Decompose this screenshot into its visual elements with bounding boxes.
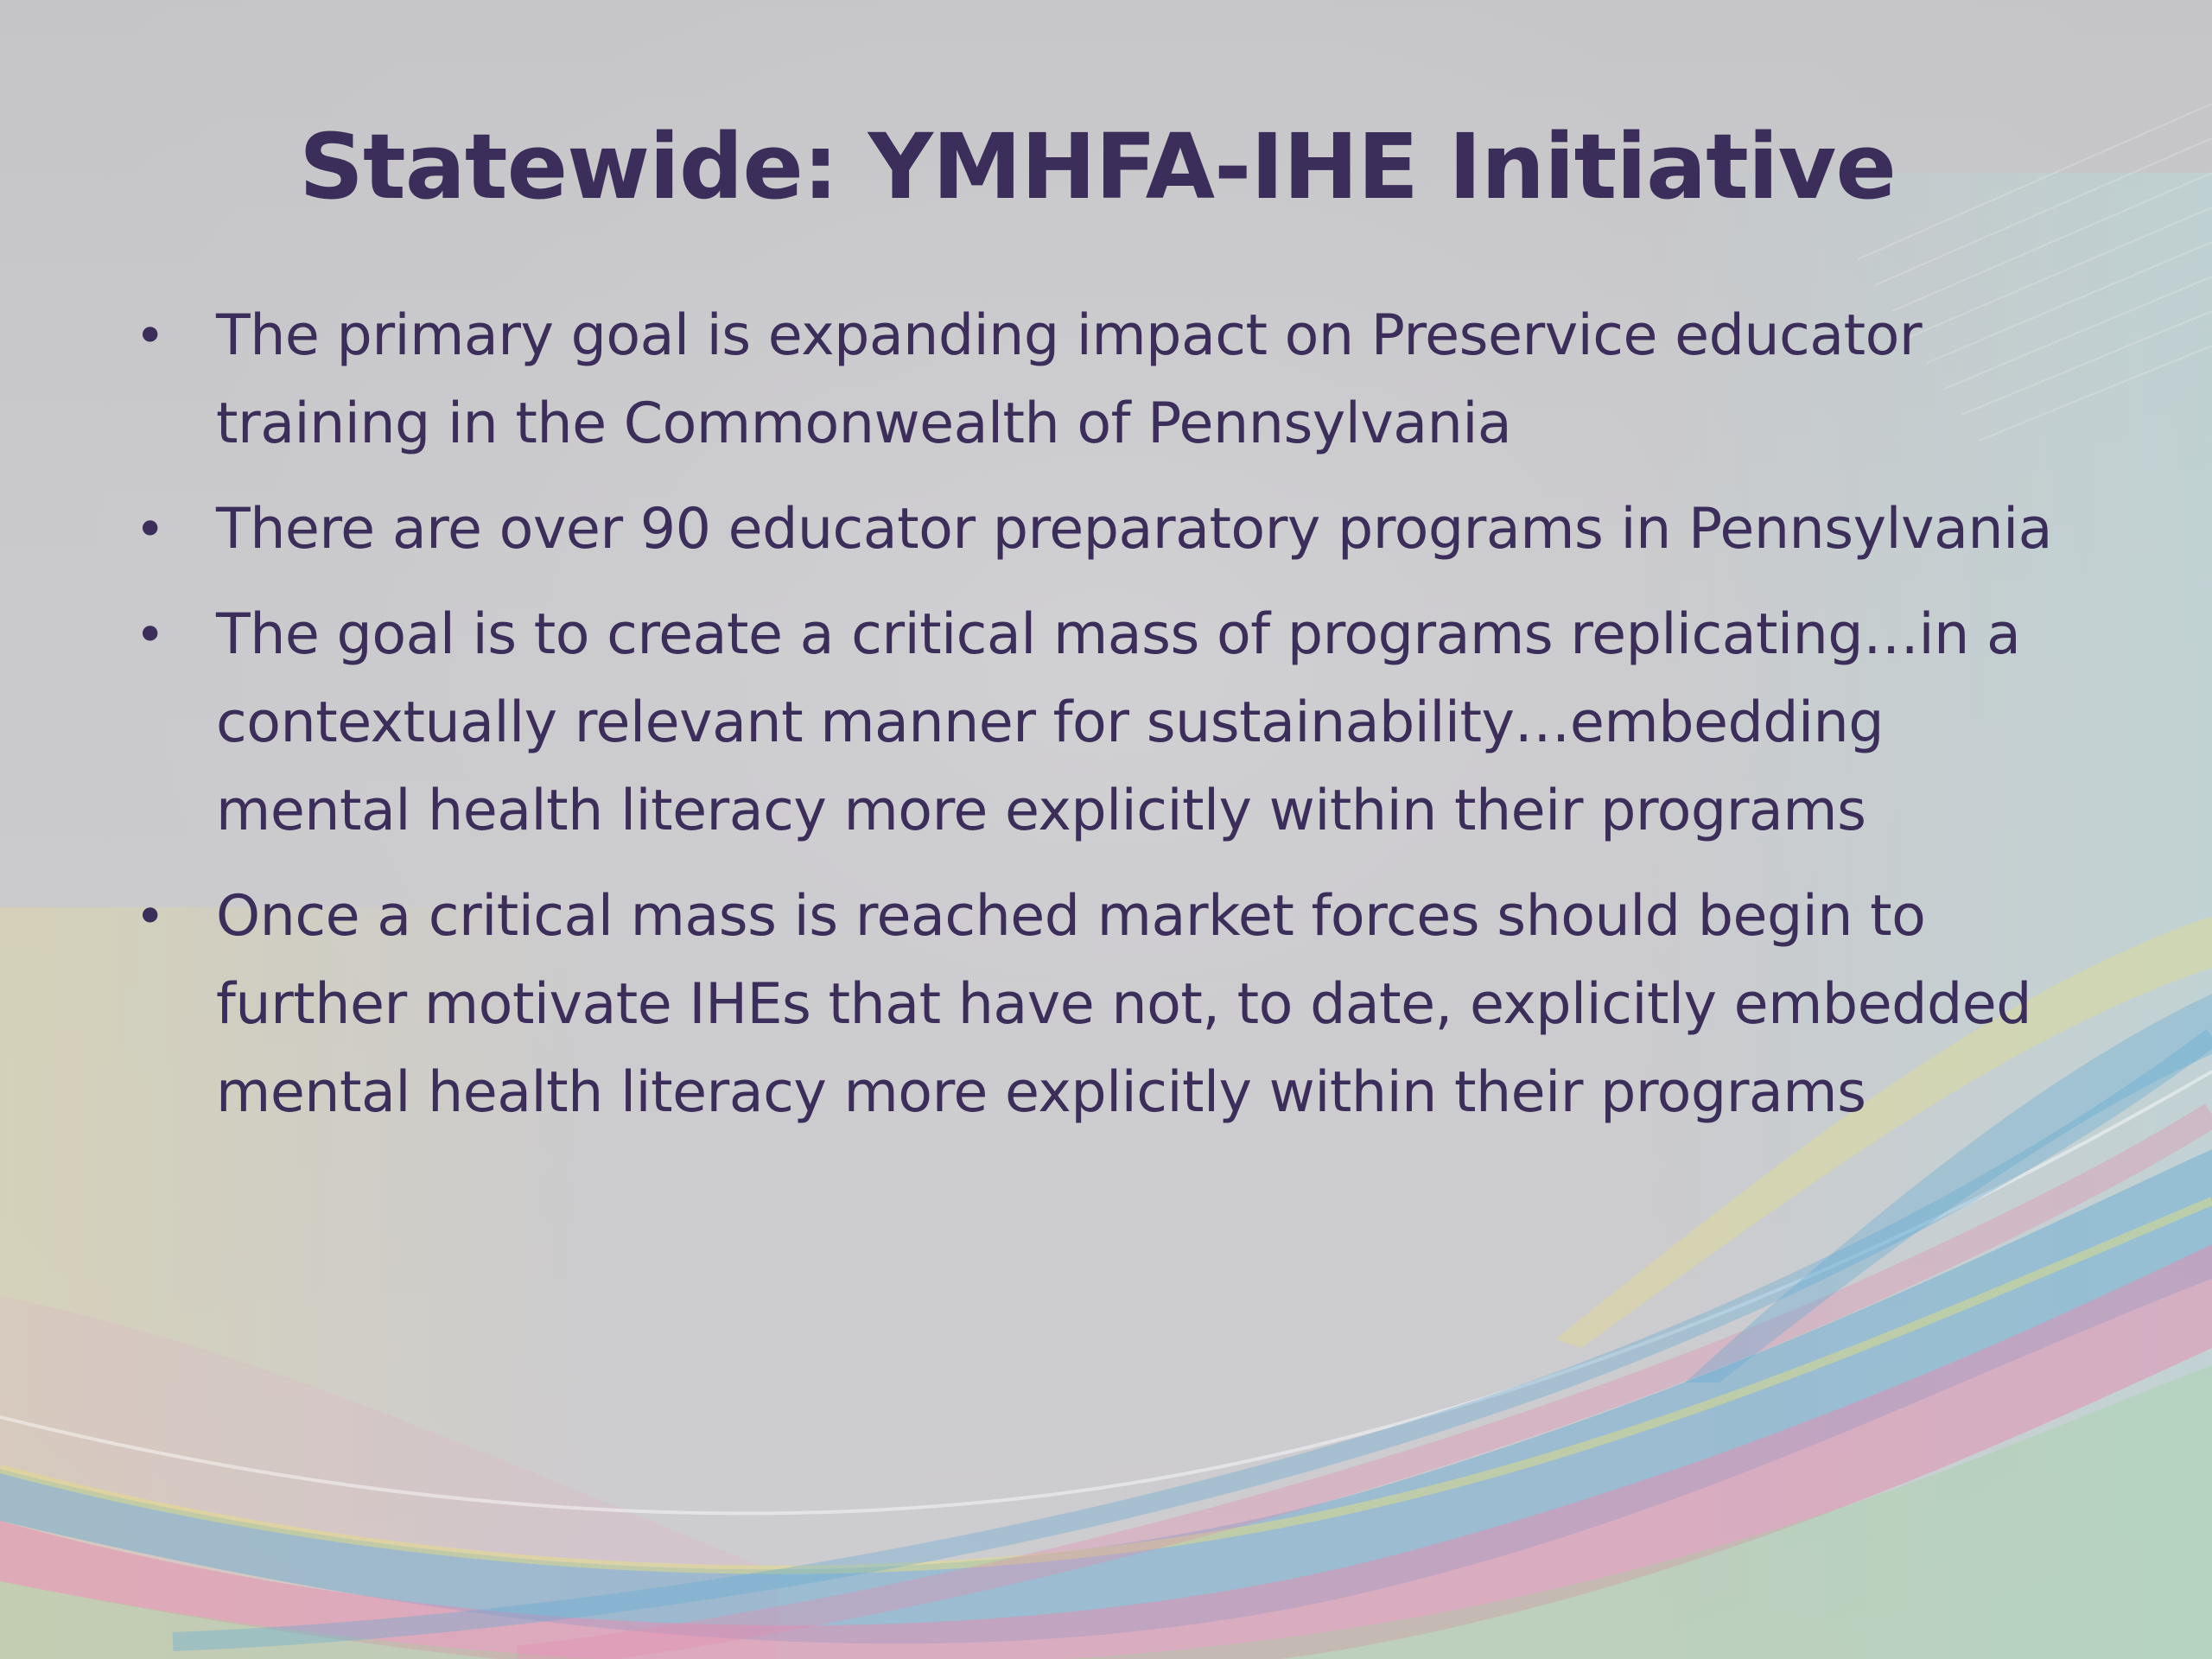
bullet-item bbox=[130, 873, 2082, 1137]
bullet-point-icon: • bbox=[135, 887, 165, 947]
bullet-point-icon: • bbox=[135, 306, 165, 366]
bullet-list bbox=[130, 292, 2082, 1154]
bullet-item bbox=[130, 486, 2082, 574]
bullet-item bbox=[130, 292, 2082, 468]
slide-title: Statewide: YMHFA-IHE Initiative bbox=[299, 114, 1896, 219]
bullet-point-icon: • bbox=[135, 605, 165, 665]
bullet-text: The primary goal is expanding impact on Preservice educator training in the Commonwealth of Pennsylvania bbox=[216, 303, 1923, 456]
bullet-item bbox=[130, 591, 2082, 855]
bullet-point-icon: • bbox=[135, 499, 165, 560]
bullet-text: The goal is to create a critical mass of programs replicating…in a contextually relevant manner for sustainability…embedding mental health literacy more explicitly within their programs bbox=[216, 602, 2021, 843]
bullet-text: Once a critical mass is reached market forces should begin to further motivate IHEs that have not, to date, explicitly embedded mental health literacy more explicitly within their programs bbox=[216, 884, 2031, 1125]
bullet-text: There are over 90 educator preparatory programs in Pennsylvania bbox=[216, 497, 2052, 562]
